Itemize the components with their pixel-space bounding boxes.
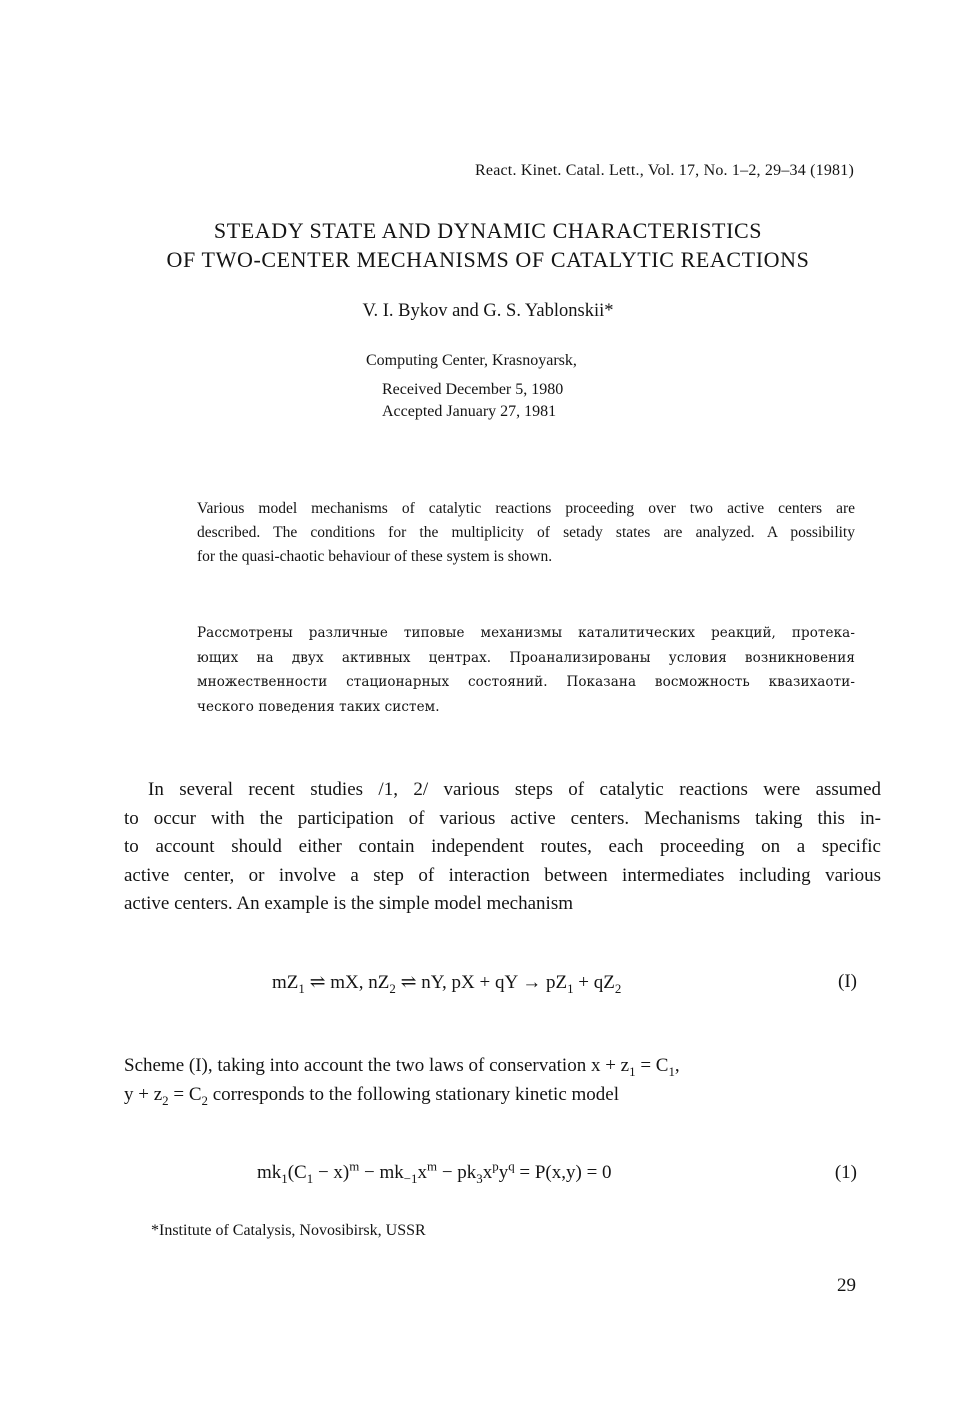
paragraph-line: to occur with the participation of various active centers. Mechanisms taking this in- <box>124 807 881 829</box>
abstract-ru-line: ческого поведения таких систем. <box>197 698 440 715</box>
paragraph-text: corresponds to the following stationary kinetic model <box>212 1083 620 1105</box>
paragraph-line: active centers. An example is the simple model mechanism <box>124 893 574 914</box>
abstract-ru-line: ющих на двух активных центрах. Проанализированы условия возникновения <box>197 649 855 666</box>
equation-label-I: (I) <box>838 971 857 992</box>
authors: V. I. Bykov and G. S. Yablonskii* <box>362 301 614 321</box>
journal-reference: React. Kinet. Catal. Lett., Vol. 17, No. 1–2, 29–34 (1981) <box>475 162 854 179</box>
paragraph-line: to account should either contain independent routes, each proceeding on a specific <box>124 836 881 857</box>
abstract-en-line: described. The conditions for the multiplicity of setady states are analyzed. A possibility <box>197 524 855 541</box>
abstract-en-line: for the quasi-chaotic behaviour of these system is shown. <box>197 548 553 565</box>
accepted-date: Accepted January 27, 1981 <box>382 403 557 420</box>
paragraph-text: Scheme (I), taking into account the two laws of conservation <box>124 1055 587 1076</box>
abstract-en-line: Various model mechanisms of catalytic reactions proceeding over two active centers are <box>197 500 855 517</box>
paragraph-line: active center, or involve a step of interaction between intermediates including various <box>124 864 881 886</box>
body-paragraph-1 <box>124 776 881 919</box>
abstract-russian <box>197 621 855 719</box>
equation-scheme-I: $mZ_1$ ⇌ mX, $nZ_2$ ⇌ nY, pX + qY → $pZ_1 + qZ_2$ <box>272 972 622 996</box>
paragraph-line: In several recent studies /1, 2/ various steps of catalytic reactions were assumed <box>148 779 881 800</box>
equation-kinetic-model: $mk_1(C_1 - x)^m - mk_{-1}x^m - pk_3x^py^q = P(x,y) = 0$ <box>257 1158 612 1186</box>
equation-label-1: (1) <box>834 1162 857 1183</box>
body-paragraph-2 <box>124 1052 881 1109</box>
received-date: Received December 5, 1980 <box>382 381 564 398</box>
footnote: *Institute of Catalysis, Novosibirsk, USSR <box>151 1222 426 1239</box>
paper-title-line-1: STEADY STATE AND DYNAMIC CHARACTERISTICS <box>213 218 763 243</box>
abstract-ru-line: множественности стационарных состояний. Показана восможность квазихаоти- <box>197 674 855 690</box>
abstract-english <box>197 497 855 569</box>
paragraph-line: Scheme (I), taking into account the two laws of conservation $x + z_1 = C_1$, <box>124 1055 680 1079</box>
abstract-ru-line: Рассмотрены различные типовые механизмы каталитических реакций, протека- <box>197 625 855 641</box>
affiliation: Computing Center, Krasnoyarsk, <box>366 352 577 369</box>
page-number: 29 <box>837 1275 856 1296</box>
paragraph-line: $y + z_2 = C_2$ corresponds to the following stationary kinetic model <box>124 1083 620 1108</box>
paper-title-line-2: OF TWO-CENTER MECHANISMS OF CATALYTIC REACTIONS <box>166 247 810 272</box>
